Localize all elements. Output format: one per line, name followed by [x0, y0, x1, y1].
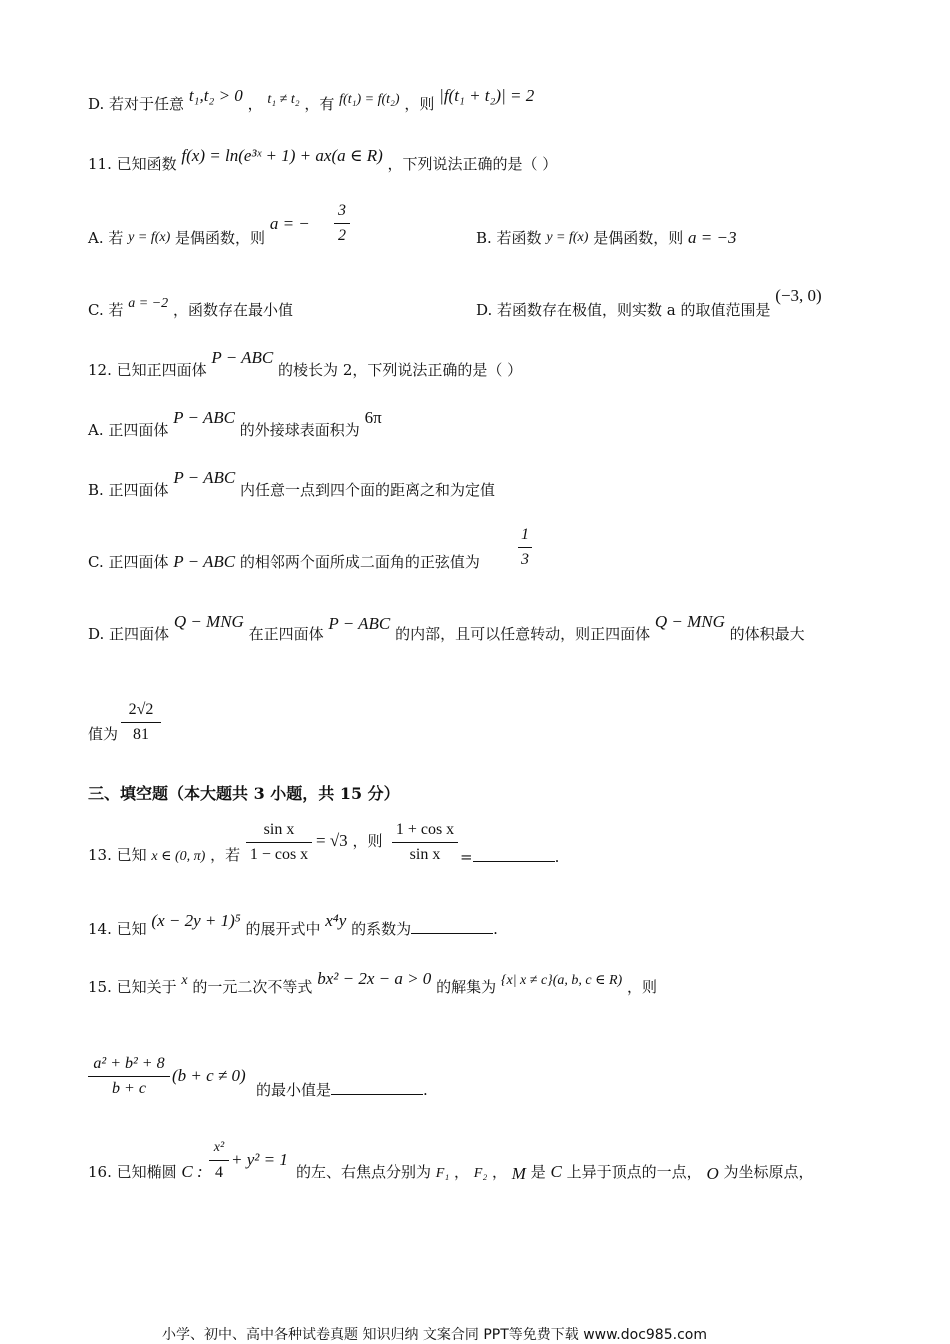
q16-fraction-bar: [209, 1160, 229, 1161]
q12c-fraction: [518, 525, 532, 570]
q15-text5: 的最小值是: [256, 1081, 332, 1099]
q15-fraction: [88, 1054, 170, 1099]
q12c-fraction-bar: [518, 547, 532, 548]
q12d-math2: P − ABC: [328, 614, 391, 633]
q13-answer: [460, 845, 559, 867]
q12d-num: 2√2: [128, 701, 154, 718]
q15-text3: 的解集为: [436, 978, 497, 996]
q12d-line2: [88, 724, 118, 744]
q14-end: .: [493, 920, 498, 938]
q12a-text2: 的外接球表面积为: [239, 421, 360, 439]
q13-fraction1-bar: [246, 842, 312, 843]
q12c-num: 1: [521, 526, 529, 543]
q11a-math1: y = f(x): [128, 230, 171, 245]
q12c-den: 3: [521, 551, 529, 568]
section-3-title: 三、填空题（本大题共 3 小题，共 15 分）: [88, 784, 400, 803]
q11c-text2: ，函数存在最小值: [172, 301, 293, 319]
q11c-math1: a = −2: [128, 296, 169, 311]
q13-text2: ，若: [210, 846, 241, 864]
q12a-math2: 6π: [364, 408, 382, 427]
q10-option-d: [88, 86, 535, 116]
q16-stem-start: [88, 1162, 203, 1182]
q13-fraction2: [392, 820, 458, 865]
q15-den: b + c: [112, 1080, 146, 1097]
q13-math2-wrap: [316, 831, 382, 851]
q12-option-a: [88, 408, 382, 440]
q16-text1: 16. 已知椭圆: [88, 1163, 177, 1181]
q13-stem: [88, 845, 240, 867]
q15-num: a² + b² + 8: [93, 1055, 165, 1072]
q13-text1: 13. 已知: [88, 846, 147, 864]
q11a-math2: a = −: [269, 214, 310, 233]
q12-option-d: [88, 612, 805, 644]
q11-text1: 11. 已知函数: [88, 155, 177, 173]
q11b-text2: 是偶函数，则: [593, 229, 684, 247]
q15-end: .: [423, 1081, 428, 1099]
q12d-math3: Q − MNG: [654, 612, 725, 631]
q11b-math1: y = f(x): [546, 230, 589, 245]
q15-text1: 15. 已知关于: [88, 978, 177, 996]
q10d-math2: t₁ ≠ t₂: [267, 92, 300, 107]
q11-math1: f(x) = ln(e³ˣ + 1) + ax(a ∈ R): [181, 146, 383, 165]
q12-option-c: [88, 552, 480, 572]
q12b-text2: 内任意一点到四个面的距离之和为定值: [239, 481, 495, 499]
q11-option-d: [476, 286, 822, 320]
q16-math4: F₂: [473, 1166, 488, 1181]
q10d-math3: f(t₁) = f(t₂): [339, 92, 400, 107]
page-footer: 小学、初中、高中各种试卷真题 知识归纳 文案合同 PPT等免费下载 www.doc985.com: [162, 1327, 707, 1343]
q16-math6: C: [550, 1162, 562, 1181]
q11-stem: [88, 146, 558, 174]
q15-math3: {x| x ≠ c}(a, b, c ∈ R): [500, 973, 623, 988]
q13-den1: 1 − cos x: [249, 846, 309, 863]
q12c-math1: P − ABC: [173, 552, 236, 571]
q12d-text3: 的内部，且可以任意转动，则正四面体: [395, 625, 651, 643]
q10d-sep: ，: [247, 95, 263, 113]
q16-text6: 为坐标原点，: [723, 1163, 814, 1181]
q12c-text1: C. 正四面体: [88, 553, 169, 571]
q16-text3: ，: [492, 1163, 508, 1181]
q16-text4: 是: [530, 1163, 546, 1181]
q13-math1: x ∈ (0, π): [151, 849, 206, 864]
q16-sep: ，: [454, 1163, 470, 1181]
q16-den: 4: [215, 1164, 223, 1181]
q15-answer-blank[interactable]: [331, 1078, 423, 1095]
q12-math1: P − ABC: [211, 348, 274, 367]
q15-math4: (b + c ≠ 0): [172, 1066, 246, 1085]
q10d-text1: D. 若对于任意: [88, 95, 185, 113]
q16-math2: + y² = 1: [231, 1150, 288, 1169]
q12c-text2: 的相邻两个面所成二面角的正弦值为: [239, 553, 480, 571]
q10d-math1: t₁,t₂ > 0: [188, 86, 243, 105]
q15-text4: ，则: [627, 978, 658, 996]
q16-math2-wrap: [231, 1150, 288, 1170]
q16-stem-rest: [296, 1162, 814, 1184]
q11c-text1: C. 若: [88, 301, 124, 319]
q16-math7: O: [706, 1164, 719, 1183]
q15-math2: bx² − 2x − a > 0: [317, 969, 432, 988]
q11a-num: 3: [338, 202, 346, 219]
q13-math2: = √3: [316, 831, 348, 850]
q14-answer-blank[interactable]: [411, 917, 493, 934]
q10d-text2: ，有: [304, 95, 335, 113]
q12-option-b: [88, 468, 495, 500]
q15-fraction-bar: [88, 1076, 170, 1077]
q11a-den: 2: [338, 227, 346, 244]
q11a-text2: 是偶函数，则: [175, 229, 266, 247]
q15-math1: x: [181, 973, 188, 988]
q12d-text4: 的体积最大: [729, 625, 805, 643]
q15-text2: 的一元二次不等式: [192, 978, 313, 996]
q11-option-c: [88, 296, 293, 322]
q11d-text1: D. 若函数存在极值，则实数 a 的取值范围是: [476, 301, 771, 319]
q15-stem: [88, 969, 658, 999]
q14-math1: (x − 2y + 1)⁵: [151, 911, 241, 930]
q10d-math4: |f(t₁ + t₂)| = 2: [439, 86, 535, 105]
q11b-text1: B. 若函数: [476, 229, 542, 247]
q12-text1: 12. 已知正四面体: [88, 361, 207, 379]
q13-fraction2-bar: [392, 842, 458, 843]
q12d-fraction-bar: [121, 722, 161, 723]
q11-text2: ，下列说法正确的是（ ）: [387, 155, 558, 173]
q12d-den: 81: [133, 726, 149, 743]
q16-text5: 上异于顶点的一点，: [566, 1163, 702, 1181]
q12d-fraction: [121, 700, 161, 745]
q11b-math2: a = −3: [688, 228, 737, 247]
q16-math3: F₁: [435, 1166, 450, 1181]
q12d-math1: Q − MNG: [173, 612, 244, 631]
q16-math1: C :: [181, 1162, 203, 1181]
q15-tail: [256, 1078, 428, 1100]
q14-text1: 14. 已知: [88, 920, 147, 938]
q11a-text1: A. 若: [88, 229, 124, 247]
q12a-math1: P − ABC: [173, 408, 236, 427]
q16-text2: 的左、右焦点分别为: [296, 1163, 432, 1181]
q11-option-a: [88, 214, 310, 250]
q12d-text1: D. 正四面体: [88, 625, 170, 643]
q13-den2: sin x: [409, 846, 441, 863]
q14-stem: [88, 911, 498, 939]
q13-end: .: [554, 848, 560, 866]
q14-math2: x⁴y: [325, 911, 347, 930]
q12d-text2: 在正四面体: [248, 625, 324, 643]
q13-num1: sin x: [263, 821, 295, 838]
q12a-text1: A. 正四面体: [88, 421, 169, 439]
q11-option-b: [476, 228, 736, 250]
q14-text3: 的系数为: [351, 920, 412, 938]
q12d-text5: 值为: [88, 725, 119, 743]
q16-math5: M: [511, 1164, 526, 1183]
q12b-text1: B. 正四面体: [88, 481, 169, 499]
q13-fraction1: [246, 820, 312, 865]
q13-text3: ，则: [352, 832, 383, 850]
q11d-math1: (−3, 0): [775, 286, 822, 305]
q15-math4-wrap: [172, 1066, 246, 1086]
q13-num2: 1 + cos x: [395, 821, 455, 838]
q16-num: x²: [213, 1140, 225, 1155]
q10d-text3: ，则: [404, 95, 435, 113]
q13-answer-blank[interactable]: [473, 845, 555, 862]
q12b-math1: P − ABC: [173, 468, 236, 487]
q12-stem: [88, 348, 523, 380]
q16-fraction: [209, 1138, 229, 1183]
q12-text2: 的棱长为 2，下列说法正确的是（ ）: [278, 361, 523, 379]
q14-text2: 的展开式中: [245, 920, 321, 938]
q11a-fraction-bar: [334, 223, 350, 224]
q11a-fraction: [334, 201, 350, 246]
q13-text4: =: [460, 848, 473, 866]
